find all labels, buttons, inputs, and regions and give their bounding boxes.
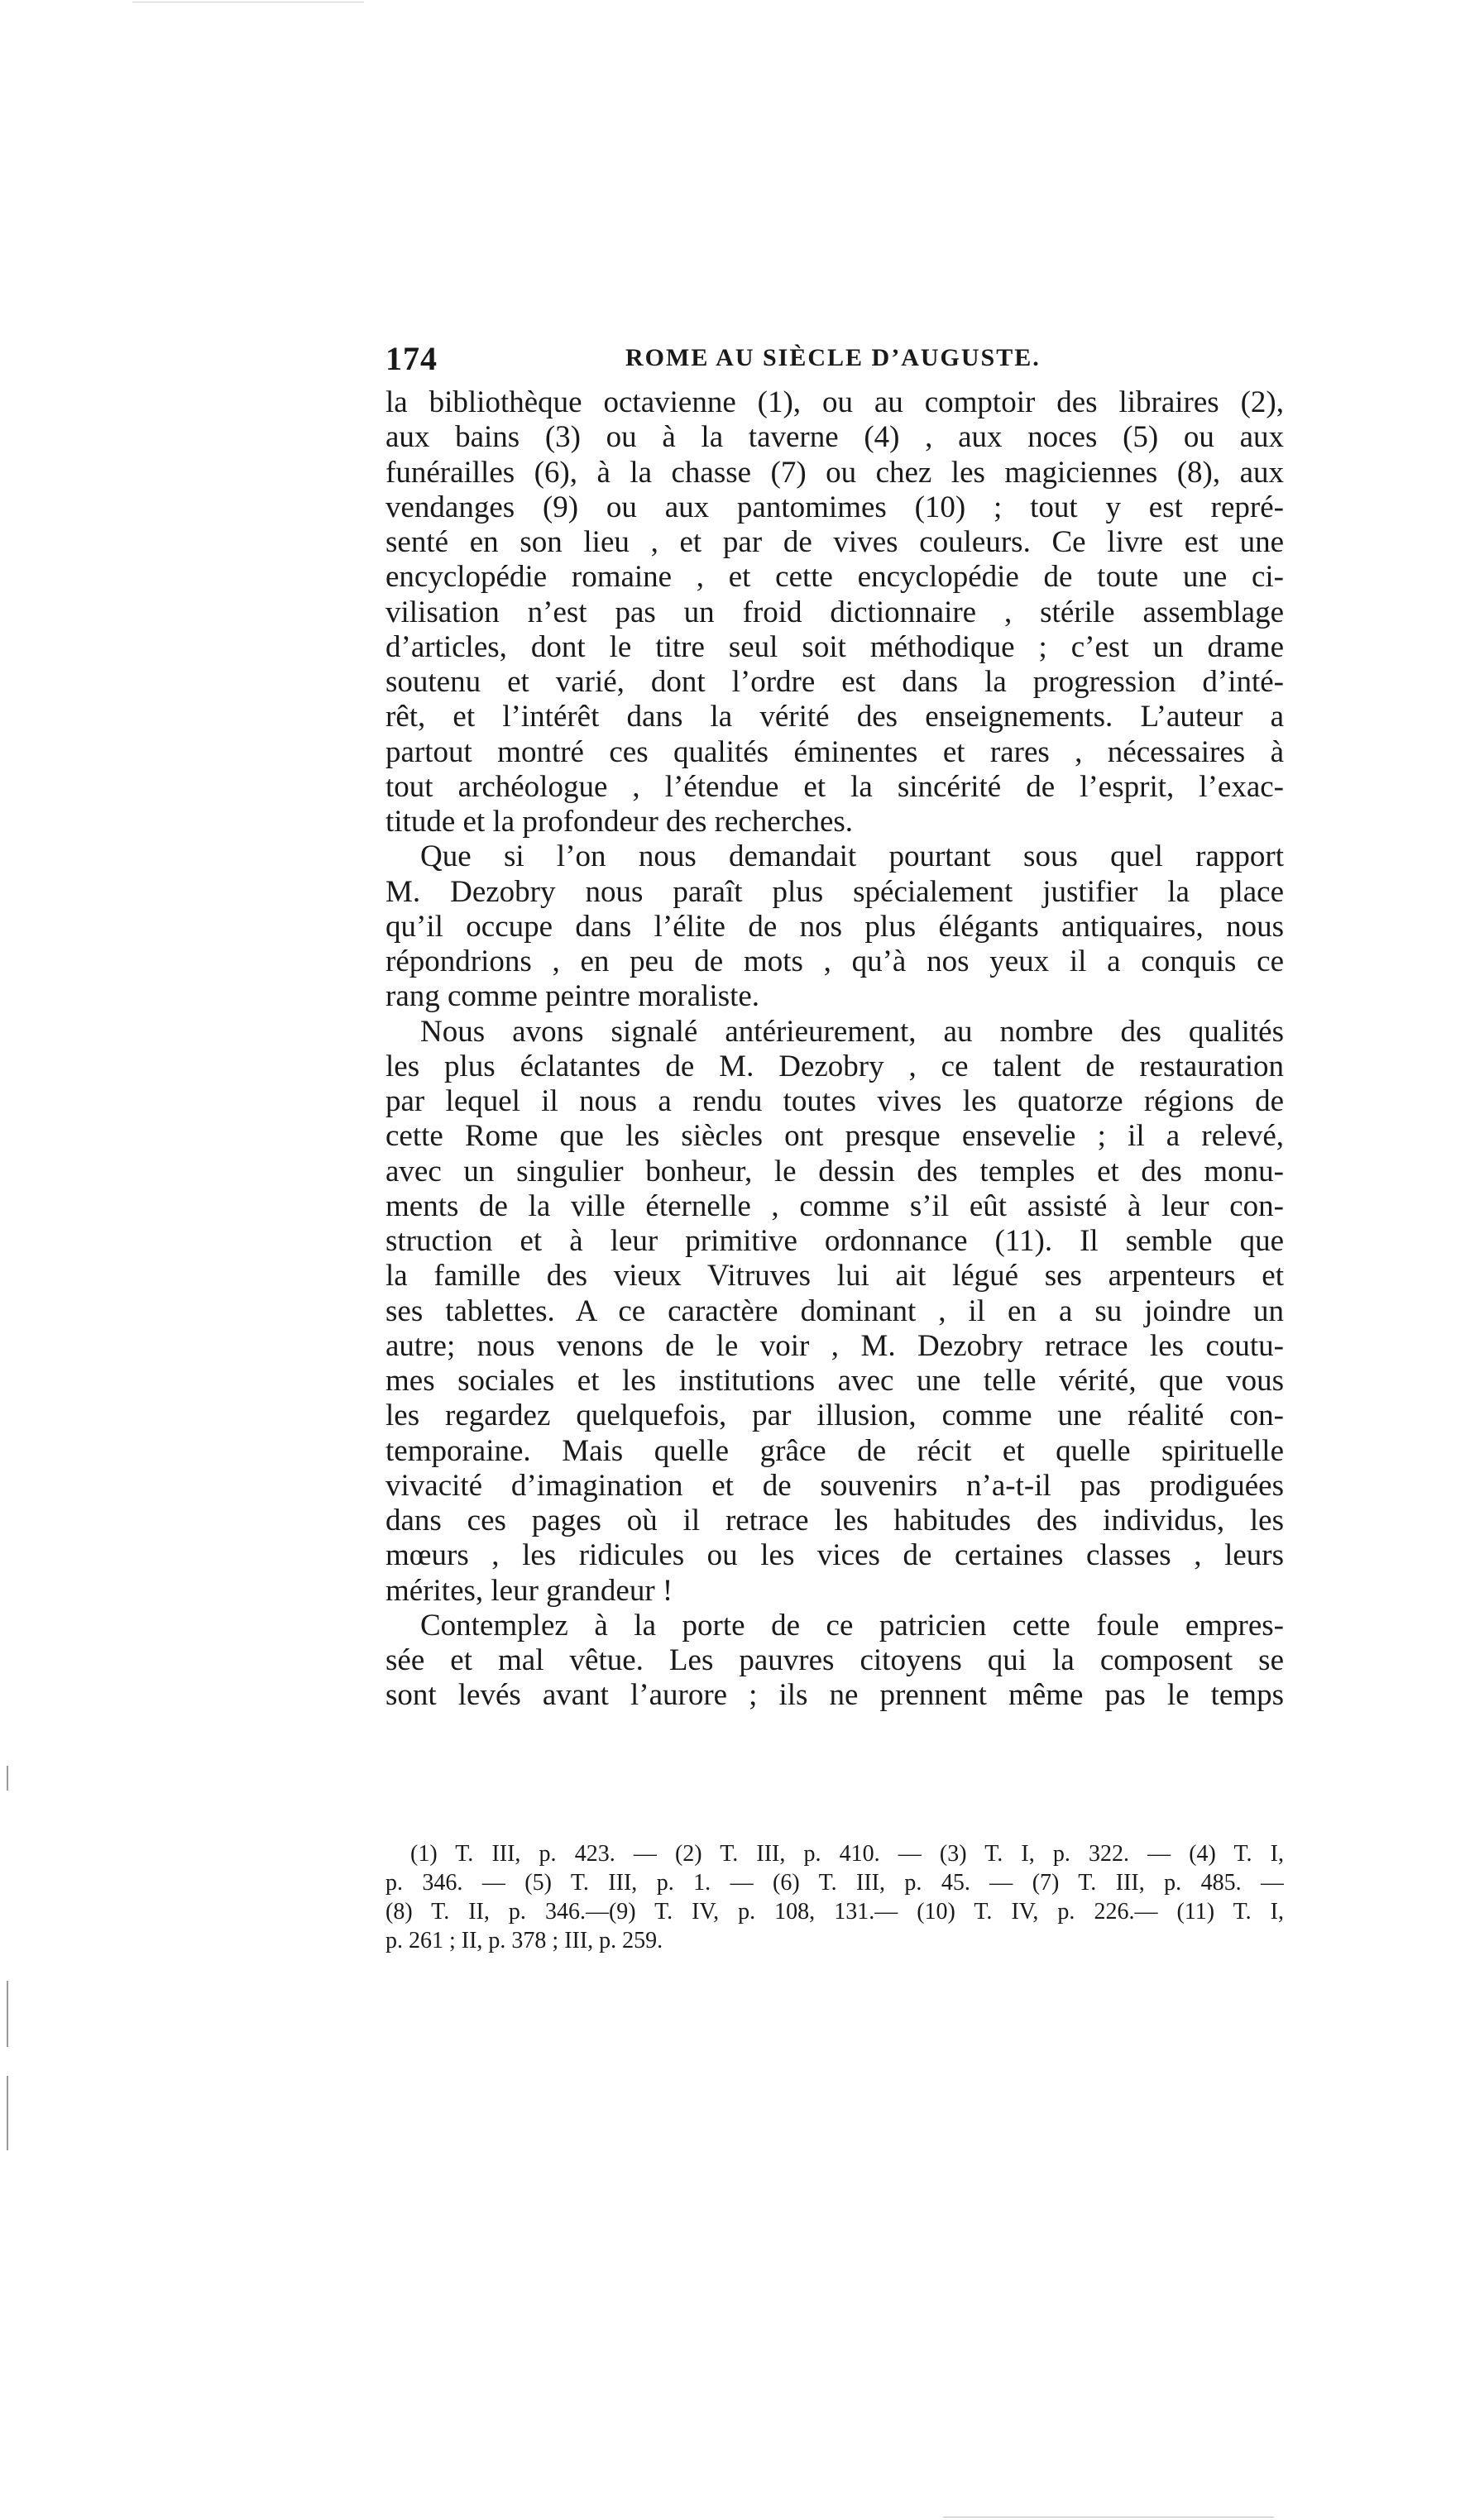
- text-line: tout archéologue , l’étendue et la sincérité de l’esprit, l’exac-: [385, 769, 1284, 804]
- text-line: rêt, et l’intérêt dans la vérité des enseignements. L’auteur a: [385, 700, 1284, 734]
- text-line: autre; nous venons de le voir , M. Dezobry retrace les coutu-: [385, 1328, 1284, 1363]
- text-line: M. Dezobry nous paraît plus spécialement justifier la place: [385, 874, 1284, 909]
- body-text: [385, 385, 1284, 1714]
- text-line: temporaine. Mais quelle grâce de récit et quelle spirituelle: [385, 1433, 1284, 1468]
- text-line: aux bains (3) ou à la taverne (4) , aux noces (5) ou aux: [385, 420, 1284, 455]
- paragraph-start-line: Nous avons signalé antérieurement, au nombre des qualités: [420, 1014, 1284, 1049]
- running-title: ROME AU SIÈCLE D’AUGUSTE.: [625, 344, 1041, 371]
- text-line: mœurs , les ridicules ou les vices de certaines classes , leurs: [385, 1538, 1284, 1573]
- footnote-line: (8) T. II, p. 346.—(9) T. IV, p. 108, 131.— (10) T. IV, p. 226.— (11) T. I,: [385, 1899, 1284, 1925]
- paragraph-end-line: rang comme peintre moraliste.: [385, 979, 760, 1014]
- scan-artifact-mark: [7, 2076, 8, 2150]
- page-number: 174: [385, 340, 438, 377]
- text-line: mes sociales et les institutions avec une telle vérité, que vous: [385, 1364, 1284, 1398]
- paragraph-end-line: mérites, leur grandeur !: [385, 1573, 673, 1608]
- text-line: d’articles, dont le titre seul soit méthodique ; c’est un drame: [385, 629, 1284, 664]
- text-line: les plus éclatantes de M. Dezobry , ce talent de restauration: [385, 1049, 1284, 1083]
- text-line: ses tablettes. A ce caractère dominant , il en a su joindre un: [385, 1293, 1284, 1328]
- footnote-line: (1) T. III, p. 423. — (2) T. III, p. 410. — (3) T. I, p. 322. — (4) T. I,: [410, 1841, 1284, 1867]
- footnotes: [385, 1839, 1284, 1955]
- text-line: sée et mal vêtue. Les pauvres citoyens qui la composent se: [385, 1643, 1284, 1677]
- text-line: partout montré ces qualités éminentes et rares , nécessaires à: [385, 734, 1284, 769]
- text-line: par lequel il nous a rendu toutes vives les quatorze régions de: [385, 1084, 1284, 1118]
- text-line: cette Rome que les siècles ont presque ensevelie ; il a relevé,: [385, 1119, 1284, 1154]
- paragraph-start-line: Contemplez à la porte de ce patricien cette foule empres-: [420, 1608, 1284, 1643]
- text-line: funérailles (6), à la chasse (7) ou chez les magiciennes (8), aux: [385, 455, 1284, 490]
- text-line: vilisation n’est pas un froid dictionnaire , stérile assemblage: [385, 595, 1284, 629]
- text-line: dans ces pages où il retrace les habitudes des individus, les: [385, 1504, 1284, 1537]
- text-line: vivacité d’imagination et de souvenirs n’a-t-il pas prodiguées: [385, 1468, 1284, 1503]
- footnote-line: p. 261 ; II, p. 378 ; III, p. 259.: [385, 1928, 663, 1953]
- text-line: sont levés avant l’aurore ; ils ne prennent même pas le temps: [385, 1678, 1284, 1713]
- text-line: struction et à leur primitive ordonnance (11). Il semble que: [385, 1224, 1284, 1258]
- footnote-line: p. 346. — (5) T. III, p. 1. — (6) T. III, p. 45. — (7) T. III, p. 485. —: [385, 1870, 1284, 1896]
- text-line: vendanges (9) ou aux pantomimes (10) ; tout y est repré-: [385, 490, 1284, 524]
- text-line: qu’il occupe dans l’élite de nos plus élégants antiquaires, nous: [385, 909, 1284, 944]
- text-line: senté en son lieu , et par de vives couleurs. Ce livre est une: [385, 525, 1284, 559]
- scan-artifact-mark: [7, 1766, 8, 1791]
- text-line: répondrions , en peu de mots , qu’à nos yeux il a conquis ce: [385, 944, 1284, 978]
- text-line: les regardez quelquefois, par illusion, comme une réalité con-: [385, 1399, 1284, 1433]
- scan-artifact-mark: [943, 2517, 1274, 2518]
- paragraph-end-line: titude et la profondeur des recherches.: [385, 805, 854, 839]
- text-line: avec un singulier bonheur, le dessin des temples et des monu-: [385, 1154, 1284, 1188]
- text-line: soutenu et varié, dont l’ordre est dans la progression d’inté-: [385, 665, 1284, 699]
- scan-artifact-mark: [7, 1981, 8, 2047]
- text-line: la famille des vieux Vitruves lui ait légué ses arpenteurs et: [385, 1259, 1284, 1293]
- text-line: ments de la ville éternelle , comme s’il eût assisté à leur con-: [385, 1188, 1284, 1223]
- paragraph-start-line: Que si l’on nous demandait pourtant sous quel rapport: [420, 839, 1284, 874]
- text-line: encyclopédie romaine , et cette encyclopédie de toute une ci-: [385, 560, 1284, 595]
- text-line: la bibliothèque octavienne (1), ou au comptoir des libraires (2),: [385, 385, 1284, 419]
- page-header: [385, 339, 1295, 385]
